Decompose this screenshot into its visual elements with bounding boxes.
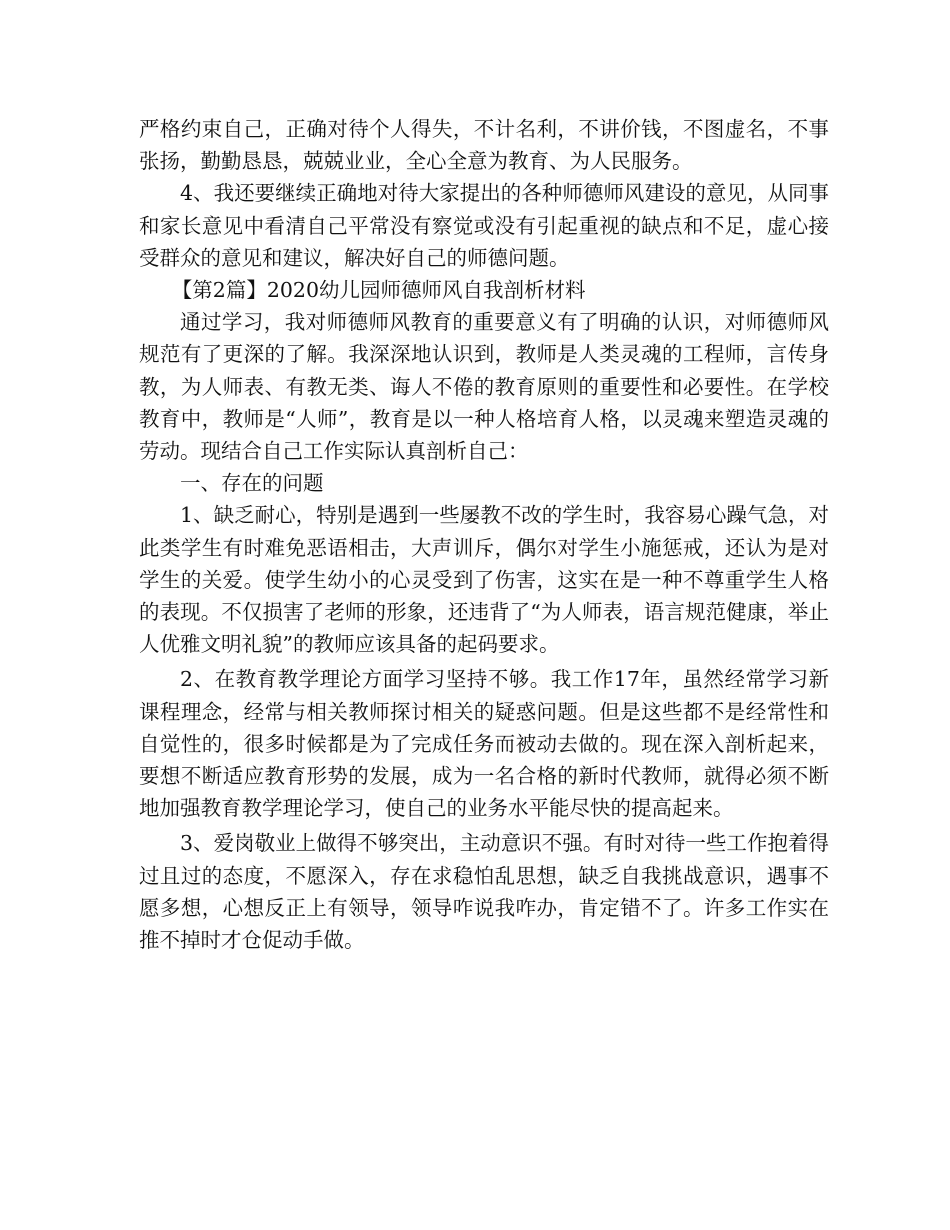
paragraph-continuation: 严格约束自己，正确对待个人得失，不计名利，不讲价钱，不图虚名，不事张扬，勤勤恳恳，兢兢业业，全心全意为教育、为人民服务。 (139, 117, 829, 174)
paragraph-intro: 通过学习，我对师德师风教育的重要意义有了明确的认识，对师德师风规范有了更深的了解。我深深地认识到，教师是人类灵魂的工程师，言传身教，为人师表、有教无类、诲人不倦的教育原则的重要性和必要性。在学校教育中，教师是“人师”，教育是以一种人格培育人格，以灵魂来塑造灵魂的劳动。现结合自己工作实际认真剖析自己： (139, 310, 829, 464)
paragraph-item-4: 4、我还要继续正确地对待大家提出的各种师德师风建设的意见，从同事和家长意见中看清自己平常没有察觉或没有引起重视的缺点和不足，虚心接受群众的意见和建议，解决好自己的师德问题。 (139, 181, 829, 270)
paragraph-item-2: 2、在教育教学理论方面学习坚持不够。我工作17年，虽然经常学习新课程理念，经常与相关教师探讨相关的疑惑问题。但是这些都不是经常性和自觉性的，很多时候都是为了完成任务而被动去做的。现在深入剖析起来，要想不断适应教育形势的发展，成为一名合格的新时代教师，就得必须不断地加强教育教学理论学习，使自己的业务水平能尽快的提高起来。 (139, 667, 829, 821)
section-heading-part-2: 【第2篇】2020幼儿园师德师风自我剖析材料 (171, 278, 586, 303)
document-body (139, 113, 829, 956)
subheading-existing-problems: 一、存在的问题 (180, 471, 324, 496)
paragraph-item-3: 3、爱岗敬业上做得不够突出，主动意识不强。有时对待一些工作抱着得过且过的态度，不愿深入，存在求稳怕乱思想，缺乏自我挑战意识，遇事不愿多想，心想反正上有领导，领导咋说我咋办，肯定错不了。许多工作实在推不掉时才仓促动手做。 (139, 831, 829, 953)
paragraph-item-1: 1、缺乏耐心，特别是遇到一些屡教不改的学生时，我容易心躁气急，对此类学生有时难免恶语相击，大声训斥，偶尔对学生小施惩戒，还认为是对学生的关爱。使学生幼小的心灵受到了伤害，这实在是一种不尊重学生人格的表现。不仅损害了老师的形象，还违背了“为人师表，语言规范健康，举止人优雅文明礼貌”的教师应该具备的起码要求。 (139, 503, 829, 657)
